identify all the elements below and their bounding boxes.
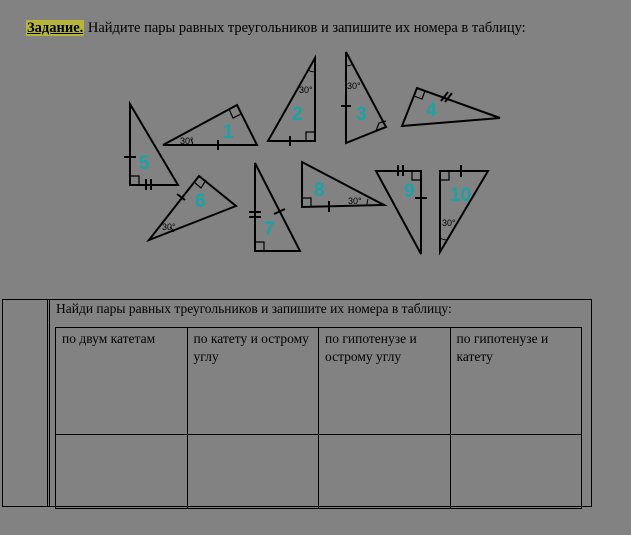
triangle-5 xyxy=(124,104,178,190)
triangle-3 xyxy=(341,52,386,143)
task-label: Задание. xyxy=(27,20,84,36)
column-header-leg-acute-angle: по катету и острому углу xyxy=(187,328,319,435)
triangle-2 xyxy=(268,58,315,146)
triangle-2-angle-label: 30° xyxy=(299,85,313,95)
table-title: Найди пары равных треугольников и запишите их номера в таблицу: xyxy=(56,301,452,316)
table-answer-row xyxy=(56,435,582,509)
triangle-2-number: 2 xyxy=(292,104,303,125)
task-text: Найдите пары равных треугольников и запишите их номера в таблицу: xyxy=(84,20,526,36)
triangle-4-number: 4 xyxy=(426,100,437,121)
triangle-10-angle-label: 30° xyxy=(442,218,456,228)
column-header-hypotenuse-leg: по гипотенузе и катету xyxy=(450,328,582,435)
table-header-row xyxy=(56,328,582,435)
margin-divider xyxy=(47,300,50,506)
triangle-8-number: 8 xyxy=(314,180,325,201)
triangle-9 xyxy=(376,165,427,254)
triangle-4 xyxy=(402,88,500,126)
answer-table xyxy=(55,327,582,509)
triangle-6-angle-label: 30° xyxy=(162,222,176,232)
triangle-8-angle-label: 30° xyxy=(348,196,362,206)
answer-cell-leg-acute-angle[interactable] xyxy=(187,435,319,509)
triangle-3-angle-label: 30° xyxy=(347,81,361,91)
column-header-hypotenuse-acute-angle: по гипотенузе и острому углу xyxy=(319,328,451,435)
triangle-1 xyxy=(163,105,257,150)
triangle-5-number: 5 xyxy=(139,153,150,174)
column-header-two-legs: по двум катетам xyxy=(56,328,188,435)
triangle-1-angle-label: 30° xyxy=(180,136,194,146)
triangle-10-number: 10 xyxy=(450,185,472,206)
triangle-9-number: 9 xyxy=(404,181,415,202)
triangle-3-number: 3 xyxy=(356,104,367,125)
triangle-7-number: 7 xyxy=(264,219,275,240)
triangle-1-number: 1 xyxy=(223,122,234,143)
triangle-10 xyxy=(440,165,488,252)
answer-cell-hypotenuse-leg[interactable] xyxy=(450,435,582,509)
answer-cell-two-legs[interactable] xyxy=(56,435,188,509)
answer-section xyxy=(2,299,592,507)
answer-cell-hypotenuse-acute-angle[interactable] xyxy=(319,435,451,509)
triangle-6-number: 6 xyxy=(195,191,206,212)
